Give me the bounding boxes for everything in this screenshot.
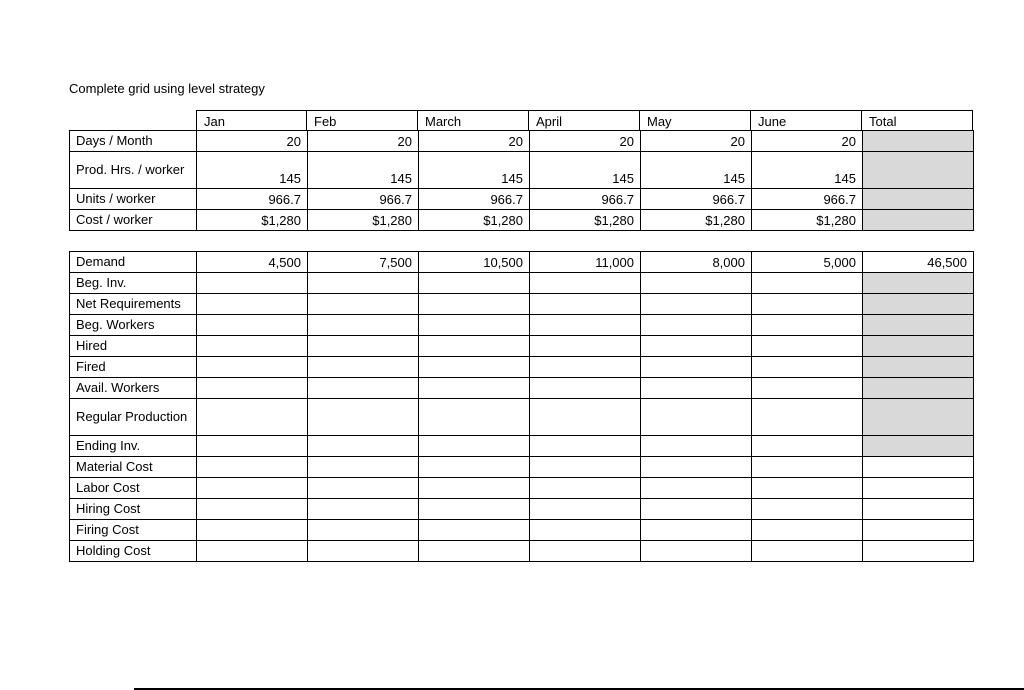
total-cell [863, 357, 974, 378]
table-cell[interactable]: 145 [197, 152, 308, 189]
table-cell[interactable]: 4,500 [197, 252, 308, 273]
table-cell[interactable]: 966.7 [530, 189, 641, 210]
table-cell[interactable]: 145 [530, 152, 641, 189]
table-cell[interactable] [419, 315, 530, 336]
table-cell[interactable] [641, 520, 752, 541]
table-cell[interactable] [530, 478, 641, 499]
table-cell[interactable] [530, 273, 641, 294]
table-cell[interactable] [641, 294, 752, 315]
table-row [70, 152, 974, 189]
total-cell [863, 436, 974, 457]
total-cell [863, 210, 974, 231]
table-cell[interactable] [308, 499, 419, 520]
table-cell[interactable] [419, 520, 530, 541]
table-cell[interactable] [308, 478, 419, 499]
table-cell[interactable] [530, 457, 641, 478]
production-plan-table [69, 251, 974, 562]
table-row [70, 520, 974, 541]
table-cell[interactable] [641, 478, 752, 499]
table-cell[interactable] [197, 399, 308, 436]
table-cell[interactable] [197, 499, 308, 520]
table-row [70, 378, 974, 399]
table-cell[interactable]: 145 [419, 152, 530, 189]
row-label: Material Cost [70, 457, 197, 478]
row-label: Prod. Hrs. / worker [70, 152, 197, 189]
table-cell[interactable] [530, 357, 641, 378]
table-cell[interactable] [308, 315, 419, 336]
table-cell[interactable]: 8,000 [641, 252, 752, 273]
table-cell[interactable] [752, 541, 863, 562]
table-cell[interactable] [752, 273, 863, 294]
month-header-total: Total [862, 110, 973, 131]
table-cell[interactable]: 7,500 [308, 252, 419, 273]
table-row [70, 478, 974, 499]
row-label: Net Requirements [70, 294, 197, 315]
table-row [70, 541, 974, 562]
row-label: Hired [70, 336, 197, 357]
row-label: Ending Inv. [70, 436, 197, 457]
table-cell[interactable]: 20 [530, 131, 641, 152]
month-header-june: June [751, 110, 862, 131]
month-header-april: April [529, 110, 640, 131]
month-header-row [196, 110, 973, 130]
table-row [70, 336, 974, 357]
table-row [70, 252, 974, 273]
table-cell[interactable]: 145 [308, 152, 419, 189]
table-cell[interactable] [419, 357, 530, 378]
total-cell[interactable] [863, 478, 974, 499]
total-cell[interactable] [863, 499, 974, 520]
table-cell[interactable] [197, 541, 308, 562]
table-cell[interactable] [641, 315, 752, 336]
table-cell[interactable] [419, 399, 530, 436]
table-cell[interactable] [752, 436, 863, 457]
row-label: Units / worker [70, 189, 197, 210]
table-cell[interactable] [197, 436, 308, 457]
table-cell[interactable] [530, 336, 641, 357]
table-cell[interactable] [641, 436, 752, 457]
row-label: Fired [70, 357, 197, 378]
row-label: Demand [70, 252, 197, 273]
table-row [70, 294, 974, 315]
row-label: Regular Production [70, 399, 197, 436]
table-cell[interactable] [308, 520, 419, 541]
table-cell[interactable] [197, 520, 308, 541]
table-cell[interactable] [419, 499, 530, 520]
table-cell[interactable]: 966.7 [752, 189, 863, 210]
table-cell[interactable] [530, 499, 641, 520]
table-cell[interactable]: $1,280 [530, 210, 641, 231]
table-cell[interactable] [308, 399, 419, 436]
table-cell[interactable] [419, 457, 530, 478]
total-cell[interactable] [863, 541, 974, 562]
table-row [70, 210, 974, 231]
row-label: Hiring Cost [70, 499, 197, 520]
table-cell[interactable] [641, 336, 752, 357]
table-cell[interactable] [308, 436, 419, 457]
table-cell[interactable] [419, 541, 530, 562]
total-cell [863, 294, 974, 315]
total-cell[interactable] [863, 457, 974, 478]
total-cell[interactable] [863, 520, 974, 541]
table-cell[interactable]: 20 [419, 131, 530, 152]
table-cell[interactable]: 966.7 [641, 189, 752, 210]
total-cell [863, 152, 974, 189]
table-cell[interactable]: 145 [641, 152, 752, 189]
month-header-march: March [418, 110, 529, 131]
table-row [70, 399, 974, 436]
month-header-may: May [640, 110, 751, 131]
row-label: Holding Cost [70, 541, 197, 562]
table-cell[interactable] [197, 378, 308, 399]
table-cell[interactable] [641, 399, 752, 436]
table-cell[interactable] [419, 478, 530, 499]
table-cell[interactable]: 20 [641, 131, 752, 152]
table-cell[interactable] [308, 541, 419, 562]
table-row [70, 315, 974, 336]
table-cell[interactable] [752, 499, 863, 520]
row-label: Cost / worker [70, 210, 197, 231]
table-cell[interactable]: 10,500 [419, 252, 530, 273]
table-cell[interactable] [197, 357, 308, 378]
table-row [70, 273, 974, 294]
table-cell[interactable]: 966.7 [308, 189, 419, 210]
table-cell[interactable]: 966.7 [197, 189, 308, 210]
table-cell[interactable] [641, 457, 752, 478]
table-row [70, 457, 974, 478]
table-cell[interactable] [197, 336, 308, 357]
table-cell[interactable] [419, 378, 530, 399]
table-cell[interactable] [419, 273, 530, 294]
row-label: Firing Cost [70, 520, 197, 541]
table-cell[interactable] [197, 315, 308, 336]
worker-parameters-table [69, 130, 974, 231]
table-cell[interactable]: 11,000 [530, 252, 641, 273]
table-cell[interactable] [530, 541, 641, 562]
table-cell[interactable]: 145 [752, 152, 863, 189]
row-label: Days / Month [70, 131, 197, 152]
table-cell[interactable] [752, 520, 863, 541]
month-header-feb: Feb [307, 110, 418, 131]
table-cell[interactable] [641, 357, 752, 378]
table-cell[interactable] [530, 436, 641, 457]
table-cell[interactable] [197, 273, 308, 294]
table-cell[interactable] [530, 399, 641, 436]
table-cell[interactable] [752, 478, 863, 499]
total-cell [863, 273, 974, 294]
table-cell[interactable] [197, 478, 308, 499]
table-cell[interactable] [197, 457, 308, 478]
table-cell[interactable]: 20 [197, 131, 308, 152]
total-cell[interactable]: 46,500 [863, 252, 974, 273]
table-cell[interactable] [419, 294, 530, 315]
table-cell[interactable] [530, 315, 641, 336]
table-cell[interactable]: $1,280 [308, 210, 419, 231]
row-label: Beg. Inv. [70, 273, 197, 294]
table-cell[interactable] [197, 294, 308, 315]
table-cell[interactable]: $1,280 [641, 210, 752, 231]
table-cell[interactable] [308, 294, 419, 315]
table-cell[interactable]: 966.7 [419, 189, 530, 210]
total-cell [863, 315, 974, 336]
table-cell[interactable] [308, 378, 419, 399]
row-label: Labor Cost [70, 478, 197, 499]
table-row [70, 357, 974, 378]
table-cell[interactable] [641, 378, 752, 399]
row-label: Avail. Workers [70, 378, 197, 399]
total-cell [863, 189, 974, 210]
table-cell[interactable] [419, 336, 530, 357]
table-cell[interactable] [530, 378, 641, 399]
table-cell[interactable] [641, 273, 752, 294]
table-cell[interactable] [308, 336, 419, 357]
table-row [70, 436, 974, 457]
table-cell[interactable] [641, 541, 752, 562]
table-cell[interactable] [752, 336, 863, 357]
table-cell[interactable]: $1,280 [419, 210, 530, 231]
table-row [70, 189, 974, 210]
table-row [70, 499, 974, 520]
table-cell[interactable]: 20 [752, 131, 863, 152]
table-cell[interactable] [752, 378, 863, 399]
table-cell[interactable] [530, 294, 641, 315]
table-cell[interactable] [308, 457, 419, 478]
table-cell[interactable] [752, 399, 863, 436]
table-cell[interactable]: 20 [308, 131, 419, 152]
table-cell[interactable] [308, 273, 419, 294]
total-cell [863, 378, 974, 399]
table-cell[interactable]: 5,000 [752, 252, 863, 273]
table-cell[interactable] [530, 520, 641, 541]
total-cell [863, 399, 974, 436]
table-cell[interactable] [752, 457, 863, 478]
table-cell[interactable] [752, 315, 863, 336]
total-cell [863, 336, 974, 357]
row-label: Beg. Workers [70, 315, 197, 336]
table-cell[interactable]: $1,280 [197, 210, 308, 231]
month-header-jan: Jan [196, 110, 307, 131]
table-cell[interactable]: $1,280 [752, 210, 863, 231]
total-cell [863, 131, 974, 152]
table-cell[interactable] [752, 357, 863, 378]
table-cell[interactable] [752, 294, 863, 315]
table-cell[interactable] [308, 357, 419, 378]
table-row [70, 131, 974, 152]
table-cell[interactable] [641, 499, 752, 520]
table-cell[interactable] [419, 436, 530, 457]
page-title: Complete grid using level strategy [69, 81, 265, 96]
